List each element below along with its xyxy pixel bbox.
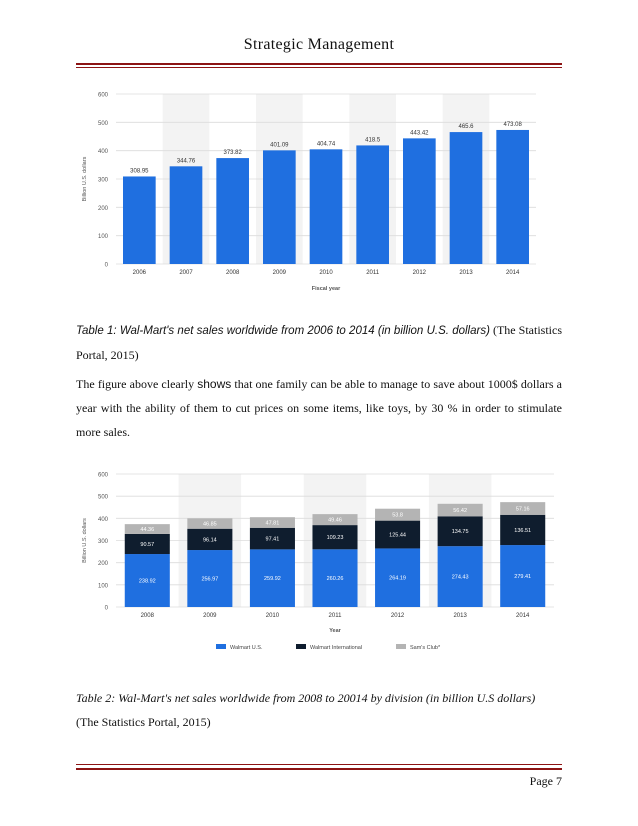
segment-value-label: 46.85 [202, 521, 217, 528]
y-tick-label: 200 [97, 205, 108, 212]
y-tick-label: 500 [97, 494, 108, 501]
legend-swatch [216, 644, 226, 649]
y-tick-label: 400 [97, 149, 108, 156]
segment-value-label: 259.92 [264, 576, 281, 583]
x-tick-label: 2012 [390, 613, 405, 619]
caption-table-1 [76, 318, 562, 367]
segment-value-label: 47.81 [265, 520, 280, 527]
segment-value-label: 134.75 [451, 529, 469, 536]
bar-value-label: 401.09 [270, 142, 289, 149]
caption-2-source: (The Statistics Portal, 2015) [76, 715, 211, 729]
caption-table-2 [76, 686, 562, 734]
legend-label: Sam's Club* [410, 645, 441, 651]
legend-label: Walmart International [310, 645, 363, 651]
bar-value-label: 465.6 [458, 124, 474, 131]
paragraph-text-end: that one family can be able to manage to save about 1000$ dollars a year with the ability of them to cut prices on some items, like toys, by 30 % in order to stimulate more sales. [76, 377, 562, 439]
bar-value-label: 308.95 [130, 168, 149, 175]
bar-value-label: 443.42 [410, 130, 429, 137]
segment-value-label: 264.19 [389, 575, 406, 582]
segment-value-label: 274.43 [451, 574, 469, 581]
y-tick-label: 500 [97, 120, 108, 127]
x-axis-label: Year [329, 628, 341, 634]
segment-value-label: 109.23 [326, 535, 344, 542]
y-tick-label: 0 [104, 605, 108, 612]
caption-1-source: (The Statistics Portal, 2015) [76, 323, 563, 362]
segment-value-label: 136.51 [514, 527, 532, 534]
segment-value-label: 57.16 [515, 506, 530, 513]
segment-value-label: 96.14 [202, 537, 217, 544]
x-axis-label: Fiscal year [311, 286, 341, 292]
paragraph-text-start: The figure above clearly [76, 377, 198, 391]
x-tick-label: 2014 [516, 613, 530, 619]
legend-label: Walmart U.S. [230, 645, 263, 651]
y-tick-label: 100 [97, 234, 108, 241]
segment-value-label: 279.41 [514, 574, 532, 581]
x-tick-label: 2012 [412, 270, 427, 276]
segment-value-label: 90.57 [140, 542, 155, 549]
chart-net-sales-2006-2014 [76, 84, 562, 302]
page-number: Page 7 [529, 774, 562, 788]
bar-2010 [310, 149, 343, 264]
bar-value-label: 418.5 [365, 137, 381, 144]
x-tick-label: 2008 [140, 613, 154, 619]
bar-2007 [170, 166, 203, 264]
segment-value-label: 260.26 [326, 576, 344, 583]
body-paragraph [76, 372, 562, 444]
x-tick-label: 2007 [179, 270, 193, 276]
segment-value-label: 49.46 [328, 517, 342, 524]
y-tick-label: 300 [97, 539, 108, 545]
x-tick-label: 2010 [265, 613, 280, 619]
bar-2006 [123, 176, 156, 264]
x-tick-label: 2008 [225, 270, 240, 276]
x-tick-label: 2014 [505, 270, 520, 276]
x-tick-label: 2009 [203, 613, 217, 619]
segment-value-label: 125.44 [389, 532, 406, 539]
segment-value-label: 56.42 [453, 508, 468, 515]
y-axis-label: Billion U.S. dollars [82, 156, 88, 202]
y-tick-label: 0 [104, 262, 108, 269]
segment-value-label: 238.92 [138, 578, 156, 585]
header-rule [76, 63, 562, 65]
y-tick-label: 300 [97, 177, 108, 184]
caption-1-prefix: Table 1: [76, 325, 120, 337]
segment-value-label: 44.36 [140, 527, 155, 534]
caption-1-title: Wal-Mart's net sales worldwide from 2006 to 2014 (in billion U.S. dollars) [119, 325, 490, 337]
bar-value-label: 344.76 [176, 158, 196, 165]
y-tick-label: 400 [97, 516, 108, 523]
segment-value-label: 97.41 [265, 536, 280, 543]
x-tick-label: 2009 [272, 270, 287, 276]
legend-swatch [296, 644, 306, 649]
x-tick-label: 2011 [328, 613, 342, 619]
y-tick-label: 600 [97, 92, 108, 99]
paragraph-word-shows: shows [197, 377, 232, 391]
y-tick-label: 200 [97, 561, 108, 568]
bar-value-label: 473.08 [503, 121, 522, 128]
bar-value-label: 404.74 [316, 141, 336, 148]
caption-2-title: Table 2: Wal-Mart's net sales worldwide from 2008 to 20014 by division (in billion U.S dollars) [76, 691, 536, 705]
footer-rule [76, 768, 562, 770]
x-tick-label: 2013 [453, 613, 467, 619]
bar-2012 [403, 138, 436, 264]
y-axis-label: Billion U.S. dollars [82, 518, 88, 563]
x-tick-label: 2013 [459, 270, 473, 276]
bar-2014 [496, 130, 529, 264]
segment-value-label: 53.8 [392, 512, 403, 519]
y-tick-label: 100 [97, 583, 108, 590]
header-rule-thin [76, 67, 562, 68]
bar-2011 [356, 145, 389, 264]
bar-2008 [216, 158, 249, 264]
legend-swatch [396, 644, 406, 649]
x-tick-label: 2010 [319, 270, 333, 276]
segment-value-label: 256.97 [201, 576, 219, 583]
chart-net-sales-by-division [76, 466, 562, 664]
x-tick-label: 2006 [132, 270, 147, 276]
bar-value-label: 373.82 [223, 150, 242, 157]
footer-rule-thin [76, 764, 562, 765]
bar-2009 [263, 150, 296, 264]
page-header-title: Strategic Management [243, 36, 395, 53]
bar-2013 [450, 132, 483, 264]
y-tick-label: 600 [97, 472, 108, 479]
x-tick-label: 2011 [366, 270, 380, 276]
